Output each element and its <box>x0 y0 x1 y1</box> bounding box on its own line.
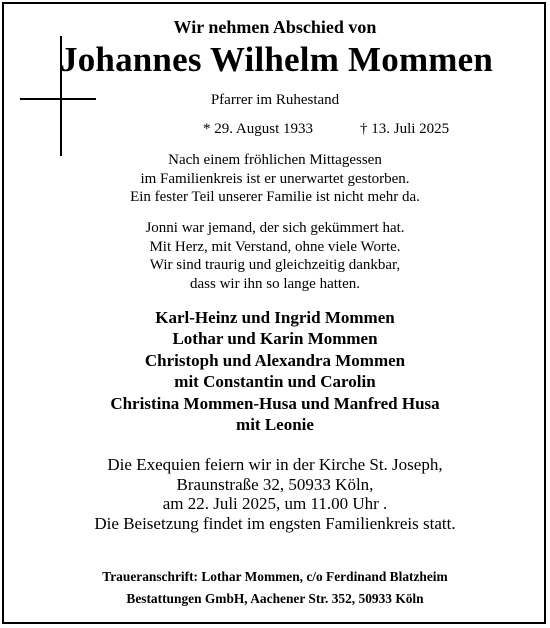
mourner-line: Christoph und Alexandra Mommen <box>144 350 406 370</box>
notice-header: Wir nehmen Abschied von <box>173 17 377 37</box>
mourner-line: Karl-Heinz und Ingrid Mommen <box>155 308 395 327</box>
mourner-line: mit Leonie <box>236 415 314 435</box>
mourning-address <box>0 566 550 610</box>
deceased-name: Johannes Wilhelm Mommen <box>60 40 494 79</box>
farewell-paragraph <box>0 151 550 207</box>
text-line: im Familienkreis ist er unerwartet gestorben. <box>140 170 410 187</box>
text-line: Jonni war jemand, der sich gekümmert hat. <box>145 220 405 236</box>
death-date: † 13. Juli 2025 <box>360 121 450 137</box>
text-line: Die Exequien feiern wir in der Kirche St. Joseph, <box>107 455 443 474</box>
text-line: am 22. Juli 2025, um 11.00 Uhr . <box>162 494 388 513</box>
text-line: Braunstraße 32, 50933 Köln, <box>176 474 374 494</box>
text-line: Nach einem fröhlichen Mittagessen <box>168 152 382 168</box>
text-line: Die Beisetzung findet im engsten Familienkreis statt. <box>94 513 456 533</box>
mourner-line: mit Constantin und Carolin <box>174 372 376 392</box>
deceased-title: Pfarrer im Ruhestand <box>210 92 340 108</box>
text-line: dass wir ihn so lange hatten. <box>190 275 360 292</box>
tribute-paragraph <box>0 219 550 293</box>
text-line: Mit Herz, mit Verstand, ohne viele Worte. <box>149 238 401 255</box>
mourner-line: Lothar und Karin Mommen <box>172 329 378 349</box>
mourners-list <box>0 307 550 435</box>
funeral-info <box>0 455 550 533</box>
birth-date: * 29. August 1933 <box>203 121 314 137</box>
text-line: Wir sind traurig und gleichzeitig dankbar, <box>149 257 401 273</box>
mourner-line: Christina Mommen-Husa und Manfred Husa <box>110 393 440 413</box>
text-line: Traueranschrift: Lothar Mommen, c/o Ferdinand Blatzheim <box>102 569 448 584</box>
text-line: Ein fester Teil unserer Familie ist nicht mehr da. <box>130 189 420 205</box>
text-line: Bestattungen GmbH, Aachener Str. 352, 50933 Köln <box>126 591 424 606</box>
